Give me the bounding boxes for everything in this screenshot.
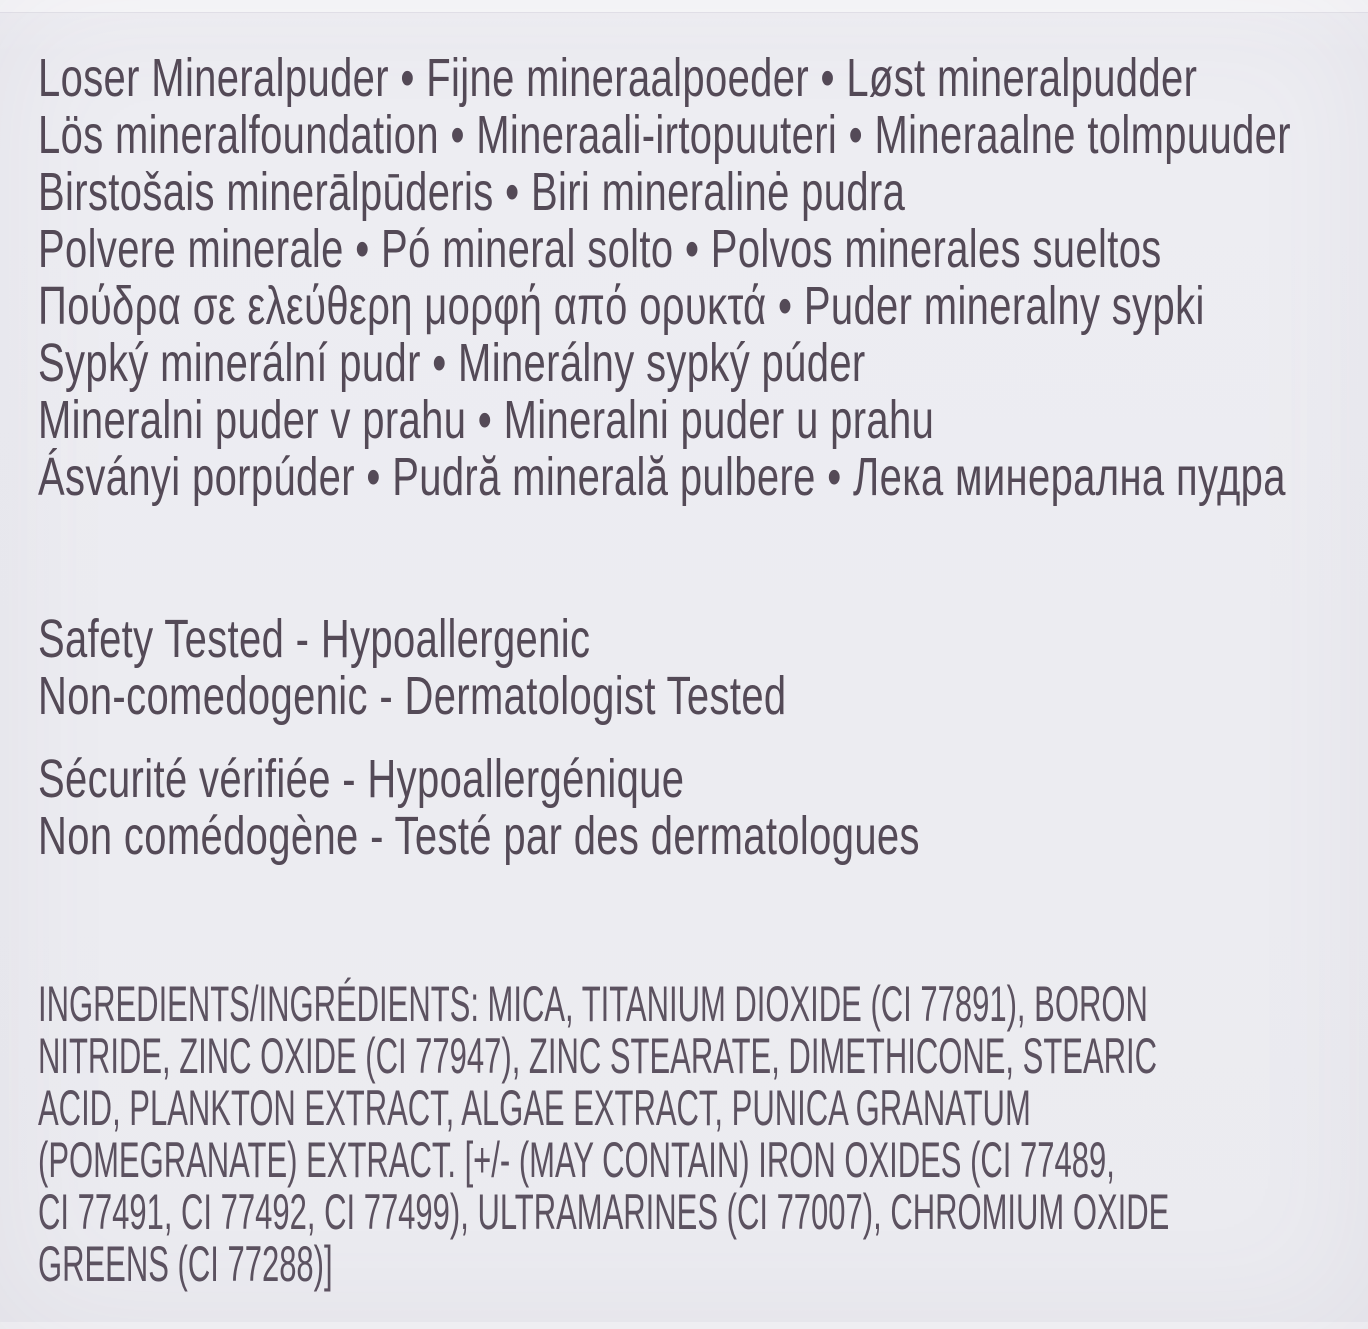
box-top-edge [0, 0, 1368, 13]
product-name-line: Πούδρα σε ελεύθερη μορφή από ορυκτά • Puder mineralny sypki [38, 276, 1205, 336]
claim-line: Sécurité vérifiée - Hypoallergénique [38, 749, 685, 809]
box-bottom-edge [0, 1322, 1368, 1329]
multilingual-names-section [38, 50, 1368, 506]
ingredients-line: ACID, PLANKTON EXTRACT, ALGAE EXTRACT, PUNICA GRANATUM [38, 1080, 1031, 1136]
product-name-line: Ásványi porpúder • Pudră minerală pulbere • Лека минерална пудра [38, 447, 1286, 507]
product-name-line: Loser Mineralpuder • Fijne mineraalpoeder • Løst mineralpudder [38, 48, 1198, 108]
claim-line: Non-comedogenic - Dermatologist Tested [38, 666, 787, 726]
english-claims-section [38, 611, 1368, 725]
ingredients-line: (POMEGRANATE) EXTRACT. [+/- (MAY CONTAIN) IRON OXIDES (CI 77489, [38, 1132, 1115, 1188]
product-name-line: Polvere minerale • Pó mineral solto • Polvos minerales sueltos [38, 219, 1162, 279]
product-name-line: Mineralni puder v prahu • Mineralni puder u prahu [38, 390, 935, 450]
product-name-line: Lös mineralfoundation • Mineraali-irtopuuteri • Mineraalne tolmpuuder [38, 105, 1291, 165]
ingredients-section [38, 978, 1368, 1290]
french-claims-section [38, 751, 1368, 865]
ingredients-line: CI 77491, CI 77492, CI 77499), ULTRAMARINES (CI 77007), CHROMIUM OXIDE [38, 1184, 1170, 1240]
ingredients-line: INGREDIENTS/INGRÉDIENTS: MICA, TITANIUM DIOXIDE (CI 77891), BORON [38, 976, 1148, 1032]
ingredients-line: GREENS (CI 77288)] [38, 1236, 333, 1292]
ingredients-line: NITRIDE, ZINC OXIDE (CI 77947), ZINC STEARATE, DIMETHICONE, STEARIC [38, 1028, 1158, 1084]
product-name-line: Birstošais minerālpūderis • Biri mineralinė pudra [38, 162, 906, 222]
label-content [38, 50, 1368, 1290]
claim-line: Non comédogène - Testé par des dermatologues [38, 806, 920, 866]
product-name-line: Sypký minerální pudr • Minerálny sypký púder [38, 333, 866, 393]
claim-line: Safety Tested - Hypoallergenic [38, 609, 591, 669]
